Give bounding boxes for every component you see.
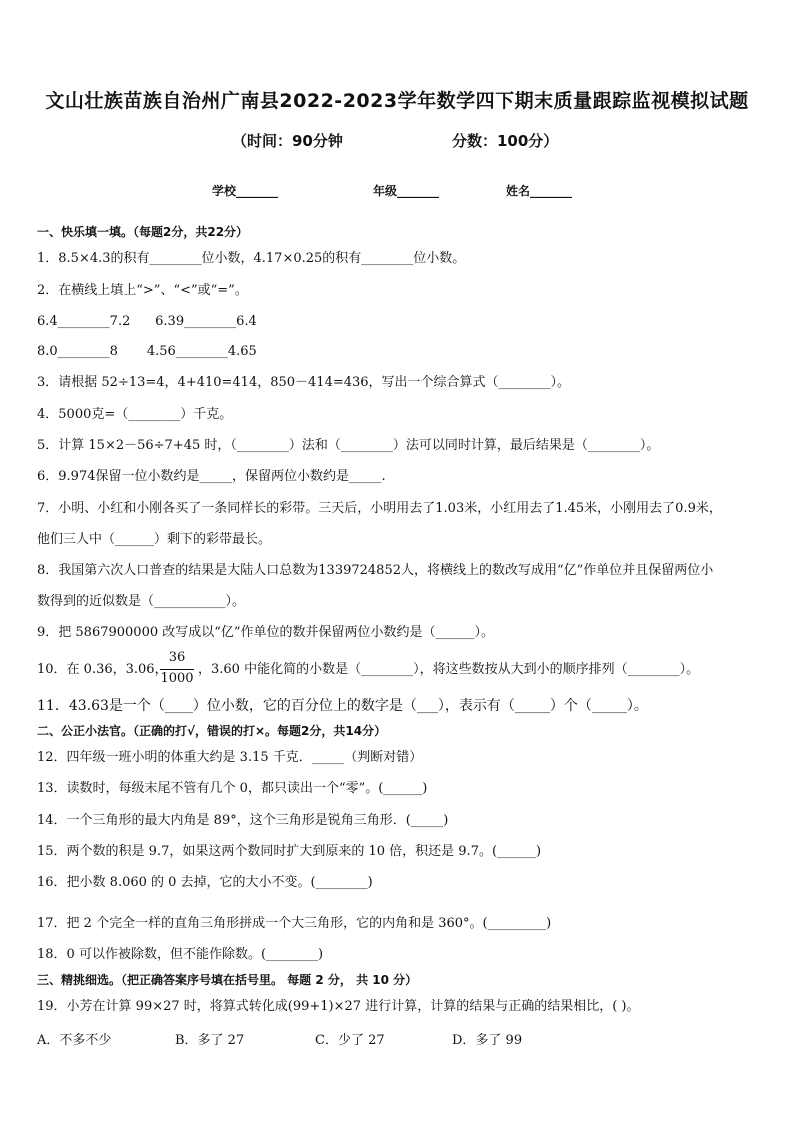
question-18: 18．0 可以作被除数，但不能作除数。(________) [37, 947, 324, 962]
section-3-heading: 三、精挑细选。（把正确答案序号填在括号里。 每题 2 分， 共 10 分） [37, 973, 418, 987]
section-1-heading: 一、快乐填一填。（每题2分，共22分） [37, 225, 249, 239]
question-2-row-b: 8.0________8 4.56________4.65 [37, 344, 257, 359]
section-2-heading: 二、公正小法官。（正确的打√，错误的打×。每题2分，共14分） [37, 724, 387, 738]
question-13: 13．读数时，每级末尾不管有几个 0，都只读出一个“零”。(______) [37, 781, 428, 796]
question-17: 17．把 2 个完全一样的直角三角形拼成一个大三角形，它的内角和是 360°。(_________) [37, 916, 552, 931]
exam-time: （时间：90分钟 [232, 132, 343, 150]
question-6: 6．9.974保留一位小数约是_____，保留两位小数约是_____. [37, 469, 386, 484]
fraction-denominator: 1000 [160, 671, 194, 686]
option-c: C．少了 27 [315, 1033, 385, 1048]
question-8-line-2: 数得到的近似数是（___________）。 [37, 594, 246, 609]
grade-field: 年级_______ [373, 184, 440, 198]
question-1: 1．8.5×4.3的积有________位小数，4.17×0.25的积有________位小数。 [37, 251, 466, 266]
fraction-bar [160, 669, 194, 670]
question-14: 14．一个三角形的最大内角是 89°，这个三角形是锐角三角形．(_____) [37, 813, 449, 828]
question-2-row-a: 6.4________7.2 6.39________6.4 [37, 314, 257, 329]
question-10-prefix: 10．在 0.36，3.06， [37, 662, 168, 677]
question-7-line-1: 7．小明、小红和小刚各买了一条同样长的彩带。三天后，小明用去了1.03米，小红用去了1.45米，小刚用去了0.9米， [37, 501, 722, 516]
question-15: 15．两个数的积是 9.7，如果这两个数同时扩大到原来的 10 倍，积还是 9.7。(______) [37, 844, 542, 859]
question-2: 2．在横线上填上“>”、“<”或“=”。 [37, 283, 248, 298]
option-a: A．不多不少 [37, 1033, 112, 1048]
fraction [158, 650, 196, 689]
option-b: B．多了 27 [175, 1033, 245, 1048]
question-12: 12．四年级一班小明的体重大约是 3.15 千克．_____（判断对错） [37, 750, 423, 765]
question-16: 16．把小数 8.060 的 0 去掉，它的大小不变。(________) [37, 875, 373, 890]
option-d: D．多了 99 [452, 1033, 523, 1048]
fraction-numerator: 36 [168, 650, 186, 665]
question-3: 3．请根据 52÷13=4，4+410=414，850－414=436，写出一个综合算式（________）。 [37, 375, 571, 390]
question-5: 5．计算 15×2－56÷7+45 时，（________）法和（________）法可以同时计算，最后结果是（________）。 [37, 438, 660, 453]
question-11: 11．43.63是一个（____）位小数，它的百分位上的数字是（___），表示有（_____）个（_____）。 [37, 698, 648, 714]
question-7-line-2: 他们三人中（______）剩下的彩带最长。 [37, 532, 272, 547]
question-4: 4．5000克=（________）千克。 [37, 407, 233, 422]
question-8-line-1: 8．我国第六次人口普查的结果是大陆人口总数为1339724852人，将横线上的数改写成用“亿”作单位并且保留两位小 [37, 563, 714, 578]
exam-score: 分数：100分） [452, 132, 559, 150]
name-field: 姓名_______ [506, 184, 573, 198]
question-19: 19．小芳在计算 99×27 时，将算式转化成(99+1)×27 进行计算，计算的结果与正确的结果相比，( )。 [37, 999, 640, 1014]
question-9: 9．把 5867900000 改写成以“亿”作单位的数并保留两位小数约是（______）。 [37, 625, 495, 640]
question-10-suffix: ，3.60 中能化简的小数是（________），将这些数按从大到小的顺序排列（________）。 [198, 662, 700, 677]
exam-title: 文山壮族苗族自治州广南县2022-2023学年数学四下期末质量跟踪监视模拟试题 [45, 90, 749, 112]
school-field: 学校_______ [212, 184, 279, 198]
